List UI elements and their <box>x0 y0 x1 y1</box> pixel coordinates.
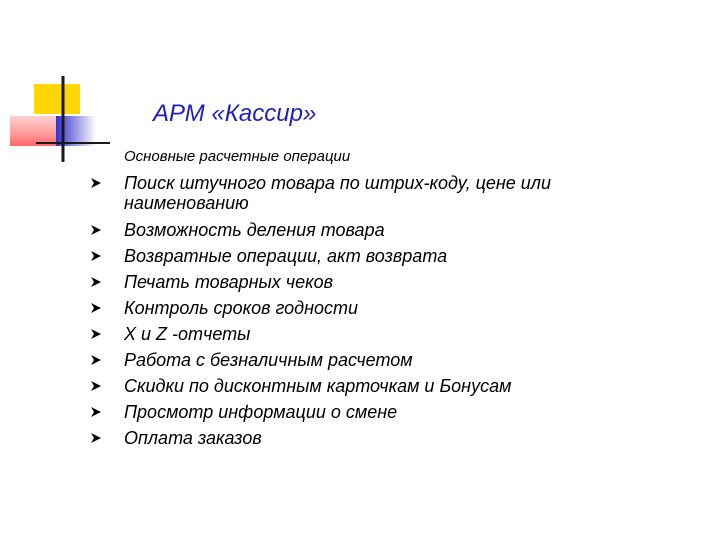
list-item <box>90 217 610 243</box>
decorative-corner-graphic <box>0 0 110 170</box>
list-item-text: Скидки по дисконтным карточкам и Бонусам <box>124 376 512 396</box>
list-item-text: Оплата заказов <box>124 428 262 448</box>
arrowhead-bullet-icon <box>90 217 102 243</box>
list-item-text: Возможность деления товара <box>124 220 385 240</box>
list-item-text: Контроль сроков годности <box>124 298 359 318</box>
list-item <box>90 295 610 321</box>
arrowhead-bullet-icon <box>90 399 102 425</box>
slide-subtitle: Основные расчетные операции <box>124 148 351 165</box>
list-item-text: Работа с безналичным расчетом <box>124 350 413 370</box>
arrowhead-bullet-icon <box>90 373 102 399</box>
list-item <box>90 373 610 399</box>
list-item-text: Возвратные операции, акт возврата <box>124 246 448 266</box>
list-item <box>90 243 610 269</box>
list-item <box>90 321 610 347</box>
deco-red-square <box>10 116 56 146</box>
operations-list <box>90 171 610 451</box>
list-item <box>90 171 610 217</box>
arrowhead-bullet-icon <box>90 321 102 347</box>
list-item <box>90 347 610 373</box>
list-item <box>90 425 610 451</box>
list-item <box>90 399 610 425</box>
arrowhead-bullet-icon <box>90 295 102 321</box>
list-item-text: Просмотр информации о смене <box>124 402 398 422</box>
slide-title: АРМ «Кассир» <box>153 100 317 127</box>
list-item-text: Печать товарных чеков <box>124 272 334 292</box>
arrowhead-bullet-icon <box>90 425 102 451</box>
list-item-text: X и Z -отчеты <box>124 324 251 344</box>
arrowhead-bullet-icon <box>90 347 102 373</box>
arrowhead-bullet-icon <box>90 269 102 295</box>
deco-yellow-square <box>34 84 80 114</box>
list-item <box>90 269 610 295</box>
list-item-text: Поиск штучного товара по штрих-коду, цене или наименованию <box>124 173 551 213</box>
arrowhead-bullet-icon <box>90 243 102 269</box>
arrowhead-bullet-icon <box>90 170 102 196</box>
